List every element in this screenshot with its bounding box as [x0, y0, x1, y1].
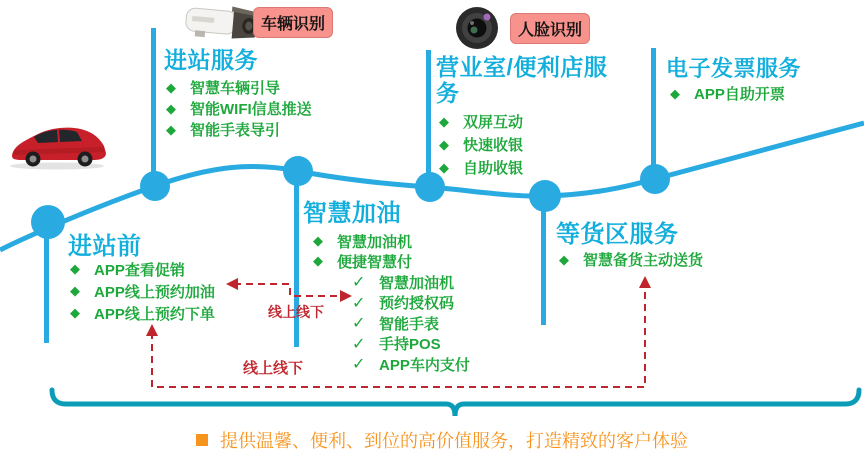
- diamond-bullet-icon: ◆: [166, 79, 176, 95]
- node-invoice-service: [640, 164, 670, 194]
- section-title-invoice-service: 电子发票服务: [666, 56, 802, 81]
- item-label: 智慧车辆引导: [190, 80, 281, 97]
- list-item: [559, 249, 703, 270]
- item-label: APP自助开票: [694, 86, 785, 103]
- car-icon: [10, 128, 106, 170]
- diamond-bullet-icon: ◆: [559, 251, 569, 267]
- dashed-link-upper: [234, 284, 344, 296]
- list-item: [313, 251, 412, 271]
- arrowhead-up-icon: [639, 276, 651, 288]
- vehicle-recognition-badge: 车辆识别: [253, 7, 333, 38]
- summary-bracket: [52, 390, 859, 416]
- check-bullet-icon: ✓: [352, 315, 366, 333]
- arrowhead-left-icon: [226, 278, 238, 290]
- diamond-bullet-icon: ◆: [313, 253, 323, 268]
- section-title-pre-entry: 进站前: [68, 233, 142, 260]
- node-entry-service: [140, 171, 170, 201]
- item-label: 手持POS: [379, 336, 441, 354]
- section-title-smart-fueling: 智慧加油: [303, 200, 401, 227]
- list-item: [439, 110, 523, 133]
- square-bullet-icon: [196, 434, 208, 446]
- section-title-waiting-area: 等货区服务: [556, 221, 679, 248]
- summary-text: 提供温馨、便利、到位的高价值服务，打造精致的客户体验: [220, 431, 688, 451]
- smart-fueling-sub-list: [352, 272, 470, 375]
- list-item: [70, 280, 215, 302]
- arrowhead-up-icon: [146, 324, 158, 336]
- check-bullet-icon: ✓: [352, 335, 366, 353]
- list-item: [670, 83, 785, 104]
- item-label: APP线上预约下单: [94, 305, 215, 323]
- list-item: [352, 293, 470, 314]
- list-item: [352, 313, 470, 334]
- item-label: 便捷智慧付: [337, 253, 413, 271]
- list-item: [352, 334, 470, 355]
- arrowhead-right-icon: [340, 290, 352, 302]
- check-bullet-icon: ✓: [352, 294, 366, 312]
- diamond-bullet-icon: ◆: [670, 85, 680, 101]
- check-bullet-icon: ✓: [352, 356, 366, 374]
- section-title-store-service: 营业室/便利店服务: [436, 54, 608, 106]
- diamond-bullet-icon: ◆: [70, 283, 80, 298]
- item-label: 智慧备货主动送货: [583, 252, 704, 269]
- invoice-service-list: [670, 83, 785, 104]
- item-label: APP查看促销: [94, 261, 185, 279]
- item-label: 智能手表导引: [190, 122, 281, 139]
- diamond-bullet-icon: ◆: [439, 136, 449, 152]
- item-label: 智慧加油机: [337, 233, 413, 251]
- pre-entry-list: [70, 258, 215, 324]
- diamond-bullet-icon: ◆: [439, 113, 449, 129]
- list-item: [439, 156, 523, 179]
- list-item: [313, 231, 412, 251]
- list-item: [352, 272, 470, 293]
- check-bullet-icon: ✓: [352, 274, 366, 292]
- item-label: 快速收银: [463, 137, 524, 154]
- list-item: [166, 77, 312, 98]
- diamond-bullet-icon: ◆: [70, 305, 80, 320]
- item-label: APP线上预约加油: [94, 283, 215, 301]
- diamond-bullet-icon: ◆: [313, 233, 323, 248]
- section-title-entry-service: 进站服务: [164, 47, 258, 73]
- list-item: [439, 133, 523, 156]
- item-label: 智能手表: [379, 315, 440, 333]
- online-offline-label-lower: 线上线下: [243, 360, 304, 377]
- item-label: 智能WIFI信息推送: [190, 101, 312, 118]
- diamond-bullet-icon: ◆: [70, 261, 80, 276]
- item-label: APP车内支付: [379, 356, 470, 374]
- item-label: 自助收银: [463, 160, 524, 177]
- list-item: [70, 258, 215, 280]
- node-pre-entry: [31, 205, 65, 239]
- bullet-camera-icon: [185, 3, 260, 42]
- item-label: 预约授权码: [379, 295, 455, 313]
- node-smart-fueling: [283, 156, 313, 186]
- node-waiting-area: [529, 180, 561, 212]
- item-label: 智慧加油机: [379, 274, 455, 292]
- diamond-bullet-icon: ◆: [439, 159, 449, 175]
- lens-camera-icon: [456, 7, 498, 49]
- diamond-bullet-icon: ◆: [166, 100, 176, 116]
- list-item: [166, 119, 312, 140]
- list-item: [70, 302, 215, 324]
- smart-fueling-list: [313, 231, 412, 271]
- waiting-area-list: [559, 249, 703, 270]
- face-recognition-badge: 人脸识别: [510, 13, 590, 44]
- entry-service-list: [166, 77, 312, 140]
- online-offline-label-upper: 线上线下: [268, 304, 324, 320]
- diamond-bullet-icon: ◆: [166, 121, 176, 137]
- item-label: 双屏互动: [463, 114, 524, 131]
- list-item: [352, 354, 470, 375]
- store-service-list: [439, 110, 523, 179]
- list-item: [166, 98, 312, 119]
